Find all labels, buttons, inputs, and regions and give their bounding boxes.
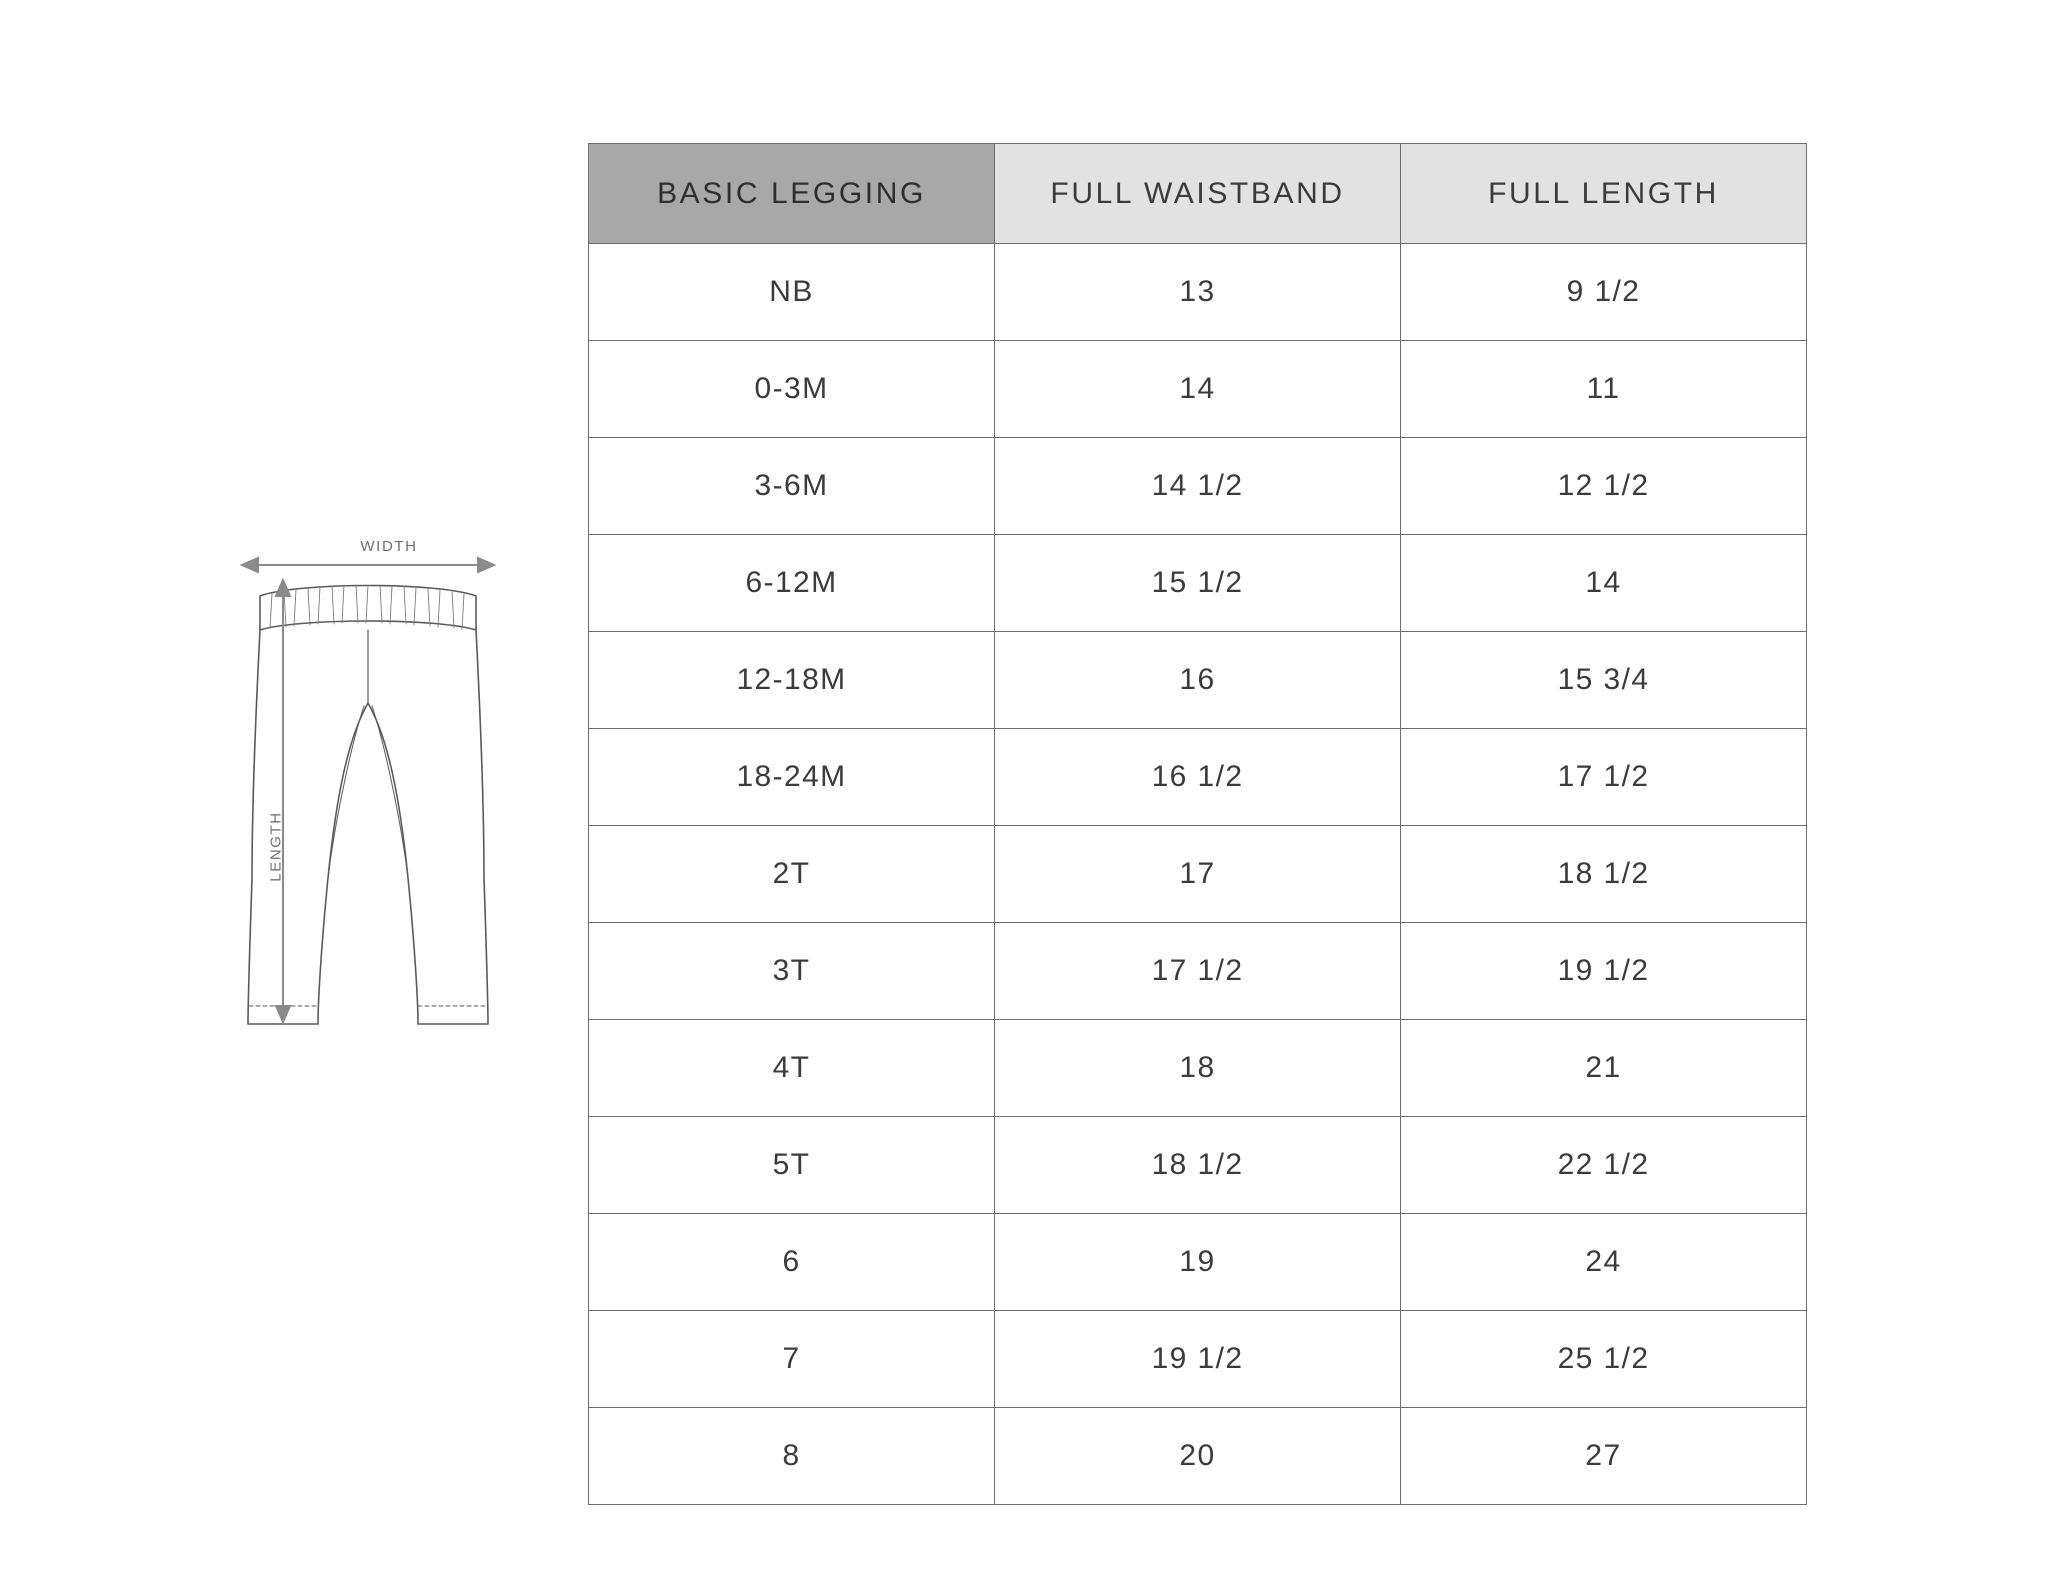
table-row xyxy=(589,341,1807,438)
table-row xyxy=(589,1214,1807,1311)
cell-length: 11 xyxy=(1401,341,1807,438)
cell-size: 2T xyxy=(589,826,995,923)
table-row xyxy=(589,535,1807,632)
table-row xyxy=(589,826,1807,923)
cell-waistband: 19 xyxy=(995,1214,1401,1311)
cell-size: 4T xyxy=(589,1020,995,1117)
cell-waistband: 18 1/2 xyxy=(995,1117,1401,1214)
cell-length: 18 1/2 xyxy=(1401,826,1807,923)
cell-size: NB xyxy=(589,244,995,341)
column-header-full-length: FULL LENGTH xyxy=(1401,144,1807,244)
legging-diagram xyxy=(238,538,528,1058)
cell-length: 14 xyxy=(1401,535,1807,632)
cell-size: 8 xyxy=(589,1408,995,1505)
cell-waistband: 20 xyxy=(995,1408,1401,1505)
table-row xyxy=(589,1020,1807,1117)
cell-size: 6-12M xyxy=(589,535,995,632)
cell-waistband: 17 xyxy=(995,826,1401,923)
cell-length: 9 1/2 xyxy=(1401,244,1807,341)
table-row xyxy=(589,1311,1807,1408)
cell-size: 3T xyxy=(589,923,995,1020)
table-row xyxy=(589,729,1807,826)
cell-size: 6 xyxy=(589,1214,995,1311)
cell-size: 3-6M xyxy=(589,438,995,535)
cell-waistband: 17 1/2 xyxy=(995,923,1401,1020)
cell-size: 0-3M xyxy=(589,341,995,438)
cell-length: 25 1/2 xyxy=(1401,1311,1807,1408)
cell-length: 22 1/2 xyxy=(1401,1117,1807,1214)
table-row xyxy=(589,632,1807,729)
width-dimension-label: WIDTH xyxy=(326,538,452,555)
cell-waistband: 19 1/2 xyxy=(995,1311,1401,1408)
cell-waistband: 18 xyxy=(995,1020,1401,1117)
cell-size: 7 xyxy=(589,1311,995,1408)
cell-length: 19 1/2 xyxy=(1401,923,1807,1020)
size-chart-table xyxy=(588,143,1807,1505)
cell-waistband: 14 1/2 xyxy=(995,438,1401,535)
table-row xyxy=(589,923,1807,1020)
table-row xyxy=(589,438,1807,535)
cell-waistband: 16 1/2 xyxy=(995,729,1401,826)
column-header-full-waistband: FULL WAISTBAND xyxy=(995,144,1401,244)
width-dimension-arrow xyxy=(242,558,494,572)
cell-waistband: 16 xyxy=(995,632,1401,729)
table-row xyxy=(589,1117,1807,1214)
cell-length: 21 xyxy=(1401,1020,1807,1117)
cell-size: 18-24M xyxy=(589,729,995,826)
cell-length: 17 1/2 xyxy=(1401,729,1807,826)
cell-waistband: 13 xyxy=(995,244,1401,341)
table-header-row xyxy=(589,144,1807,244)
cell-waistband: 15 1/2 xyxy=(995,535,1401,632)
table-row xyxy=(589,1408,1807,1505)
cell-length: 15 3/4 xyxy=(1401,632,1807,729)
cell-waistband: 14 xyxy=(995,341,1401,438)
column-header-basic-legging: BASIC LEGGING xyxy=(589,144,995,244)
cell-length: 12 1/2 xyxy=(1401,438,1807,535)
cell-size: 5T xyxy=(589,1117,995,1214)
table-row xyxy=(589,244,1807,341)
cell-size: 12-18M xyxy=(589,632,995,729)
cell-length: 27 xyxy=(1401,1408,1807,1505)
length-dimension-label: LENGTH xyxy=(267,811,285,882)
cell-length: 24 xyxy=(1401,1214,1807,1311)
